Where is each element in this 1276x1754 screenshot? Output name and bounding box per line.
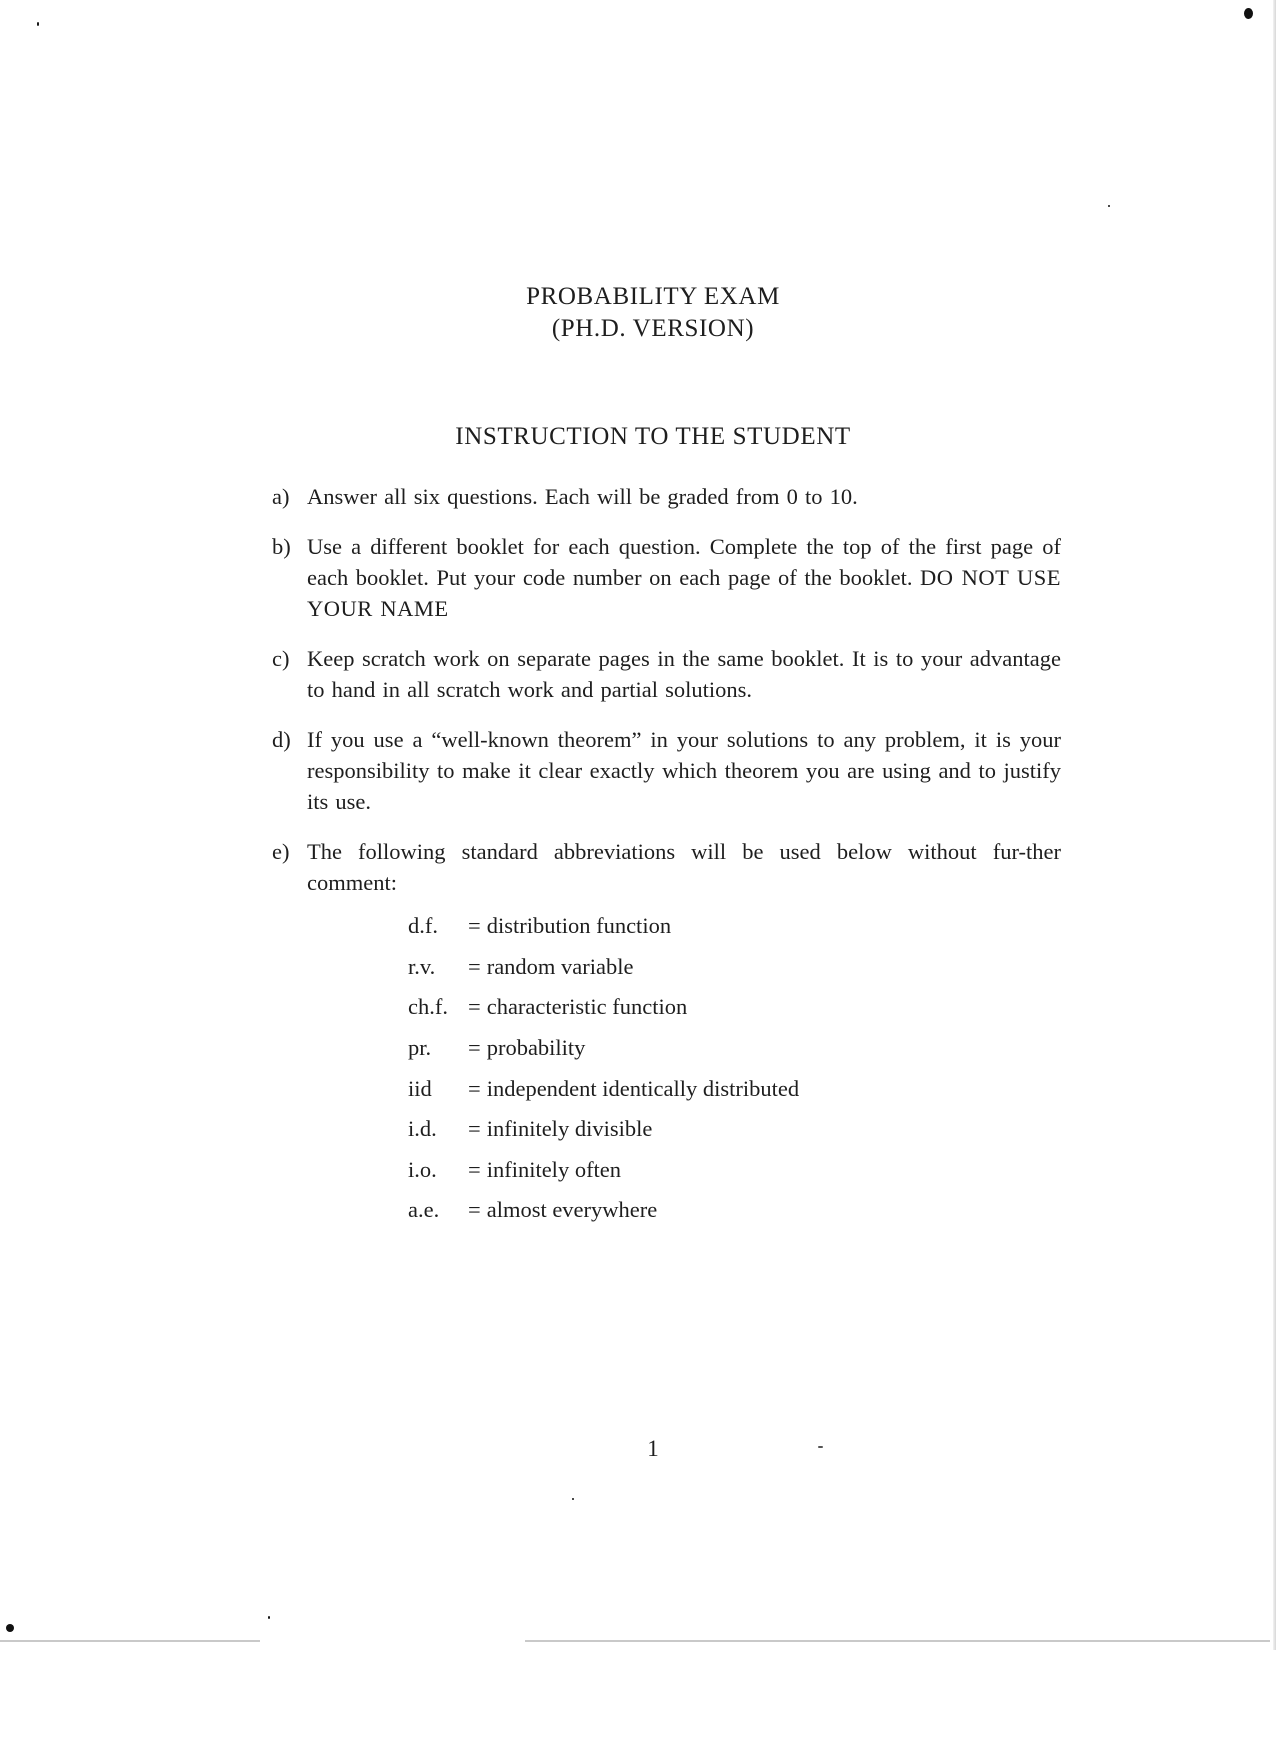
- equals-sign: =: [468, 913, 481, 939]
- scan-edge-line: [525, 1640, 1270, 1642]
- instruction-text: If you use a “well-known theorem” in your solutions to any problem, it is your responsibility to make it clear exactly which theorem you are using and to justify its use.: [307, 727, 1061, 814]
- instruction-text: Answer all six questions. Each will be graded from 0 to 10.: [307, 484, 858, 509]
- equals-sign: =: [468, 1197, 481, 1223]
- abbreviation-term: ch.f.: [408, 994, 448, 1020]
- instruction-marker: c): [272, 646, 290, 671]
- instruction-item: [272, 724, 1061, 817]
- instruction-text: Use a different booklet for each question. Complete the top of the first page of each booklet. Put your code number on each page of the booklet.: [307, 534, 1061, 590]
- exam-subtitle: (PH.D. VERSION): [551, 315, 755, 342]
- scan-speck: [1244, 8, 1253, 19]
- instruction-item: [272, 643, 1061, 705]
- instruction-marker: d): [272, 727, 291, 752]
- scan-speck: [268, 1616, 270, 1619]
- abbreviation-term: i.d.: [408, 1116, 437, 1142]
- abbreviation-meaning: random variable: [486, 953, 634, 979]
- equals-sign: =: [468, 994, 481, 1020]
- equals-sign: =: [468, 953, 481, 979]
- page-number: 1: [647, 1436, 659, 1461]
- scan-speck: [572, 1498, 574, 1500]
- scan-edge-line: [0, 1640, 260, 1642]
- abbreviation-meaning: probability: [486, 1035, 586, 1061]
- scan-speck: [1108, 205, 1110, 207]
- instruction-text-block: [307, 531, 1061, 624]
- instruction-text: The following standard abbreviations will be used below without fur-ther comment:: [307, 839, 1061, 895]
- abbreviation-row: [408, 906, 799, 947]
- instruction-item: [272, 531, 1061, 624]
- abbreviation-term: d.f.: [408, 913, 438, 939]
- abbreviation-meaning: characteristic function: [486, 994, 688, 1020]
- abbreviations-table: [408, 906, 799, 1231]
- abbreviation-meaning: almost everywhere: [486, 1197, 658, 1223]
- instruction-marker: a): [272, 484, 290, 509]
- abbreviation-row: [408, 1068, 799, 1109]
- abbreviation-term: a.e.: [408, 1197, 440, 1223]
- abbreviation-term: i.o.: [408, 1156, 437, 1182]
- abbreviation-term: iid: [408, 1075, 432, 1101]
- equals-sign: =: [468, 1116, 481, 1142]
- instructions-heading: INSTRUCTION TO THE STUDENT: [455, 423, 851, 450]
- exam-title: PROBABILITY EXAM: [526, 283, 780, 310]
- instruction-marker: e): [272, 839, 290, 864]
- scan-speck: [6, 1624, 14, 1632]
- abbreviation-row: [408, 1150, 799, 1191]
- abbreviation-row: [408, 947, 799, 988]
- abbreviation-row: [408, 987, 799, 1028]
- abbreviation-row: [408, 1028, 799, 1069]
- abbreviation-term: r.v.: [408, 953, 436, 979]
- abbreviation-row: [408, 1109, 799, 1150]
- abbreviation-meaning: infinitely divisible: [486, 1116, 653, 1142]
- equals-sign: =: [468, 1075, 481, 1101]
- instruction-caps-text: DO NOT USE YOUR NAME: [307, 565, 1062, 621]
- abbreviation-meaning: distribution function: [486, 913, 672, 939]
- equals-sign: =: [468, 1035, 481, 1061]
- instruction-item: [272, 836, 1061, 898]
- abbreviation-term: pr.: [408, 1035, 432, 1061]
- instruction-text: Keep scratch work on separate pages in the same booklet. It is to your advantage to hand in all scratch work and partial solutions.: [307, 646, 1061, 702]
- abbreviation-meaning: independent identically distributed: [486, 1075, 800, 1101]
- instruction-marker: b): [272, 534, 291, 559]
- abbreviation-row: [408, 1190, 799, 1231]
- instruction-item: [272, 481, 1061, 512]
- scan-speck: [37, 22, 39, 26]
- abbreviation-meaning: infinitely often: [486, 1156, 622, 1182]
- equals-sign: =: [468, 1156, 481, 1182]
